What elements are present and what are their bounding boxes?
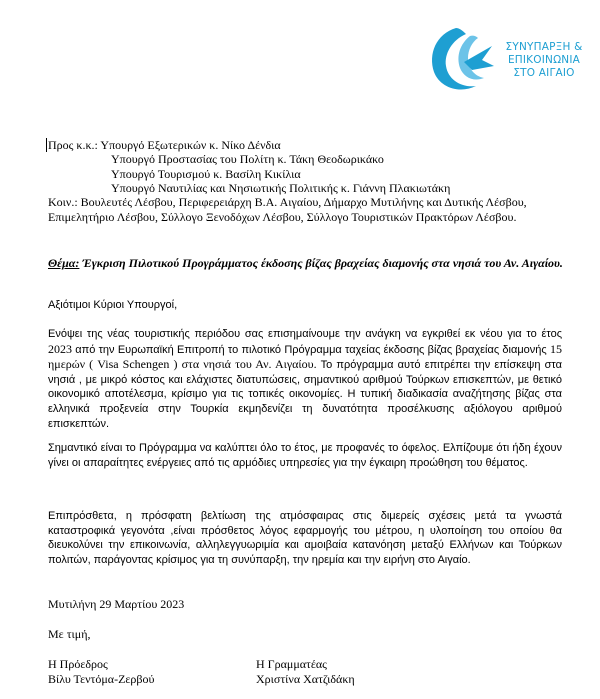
paragraph-1-days: 15: [550, 341, 562, 356]
closing: Με τιμή,: [48, 627, 91, 641]
recipients-block: [48, 138, 588, 225]
paragraph-1-part-4: Το πρόγραμμα αυτό επιτρέπει την επίσκεψη στα νησιά , με μικρό κόστος και ελάχιστες διατυπώσεις, σημαντικού αριθμού Τούρκων επισκεπτών, με θετικό οικονομικό αποτέλεσμα, κρίσιμο για τις τοπικές οικονομίες. Η τυπική διαδικασία αναζήτησης βίζας στα ελληνικά προξενεία στην Τουρκία εκμηδενίζει τη δυνατότητα προσέλκυσης αξιόλογου αριθμού επισκεπτών.: [48, 359, 562, 430]
signature-secretary: [256, 657, 355, 687]
paragraph-1-year: 2023: [48, 341, 72, 356]
secretary-title: Η Γραμματέας: [256, 657, 327, 671]
paragraph-1-part-3: ημερών ( Visa Schengen ) στα νησιά του Αν. Αιγαίου.: [48, 357, 317, 372]
dove-icon: [426, 26, 496, 94]
paragraph-1-part-1: Ενόψει της νέας τουριστικής περιόδου σας επισημαίνουμε την ανάγκη να εγκριθεί εκ νέου για το έτος: [48, 328, 562, 340]
paragraph-3: Επιπρόσθετα, η πρόσφατη βελτίωση της ατμόσφαιρας στις διμερείς σχέσεις μετά τα γνωστά καταστροφικά γεγονότα ,είναι πρόσθετος λόγος εφαρμογής του μέτρου, η υλοποίηση του οποίου θα διευκολύνει την επικοινωνία, αλληλεγγυωριμία και αμοιβαία κατανόηση μεταξύ Ελλήνων και Τούρκων πολιτών, παράγοντας κρίσιμος για τη συνύπαρξη, την ηρεμία και την ειρήνη στο Αιγαίο.: [48, 510, 562, 566]
subject-line: [48, 256, 578, 271]
recipient-4: Υπουργό Ναυτιλίας και Νησιωτικής Πολιτικής κ. Γιάννη Πλακιωτάκη: [111, 180, 451, 195]
president-title: Η Πρόεδρος: [48, 657, 108, 671]
signature-president: [48, 657, 154, 687]
text-cursor: [46, 138, 47, 152]
to-label: Προς κ.κ.:: [48, 138, 98, 152]
cc-recipients: Βουλευτές Λέσβου, Περιφερειάρχη Β.Α. Αιγαίου, Δήμαρχο Μυτιλήνης και Δυτικής Λέσβου, Επιμελητήριο Λέσβου, Σύλλογο Ξενοδόχων Λέσβου, Σύλλογο Τουριστικών Πρακτόρων Λέσβου.: [48, 195, 527, 225]
recipient-3: Υπουργό Τουρισμού κ. Βασίλη Κικίλια: [111, 166, 301, 181]
logo-line-2: ΕΠΙΚΟΙΝΩΝΙΑ: [507, 54, 581, 66]
subject-label: Θέμα:: [48, 256, 80, 270]
paragraph-1-part-2: από την Ευρωπαϊκή Επιτροπή το πιλοτικό Πρόγραμμα ταχείας έκδοσης βίζας βραχείας διαμονής: [72, 343, 550, 356]
paragraph-2: Σημαντικό είναι το Πρόγραμμα να καλύπτει όλο το έτος, με προφανές το όφελος. Ελπίζουμε ότι ήδη έχουν γίνει οι απαραίτητες ενέργειες από τις αρμόδιες υπηρεσίες για την έγκαιρη προώθηση του θέματος.: [48, 442, 562, 469]
letter-date: Μυτιλήνη 29 Μαρτίου 2023: [48, 597, 185, 611]
recipient-2: Υπουργό Προστασίας του Πολίτη κ. Τάκη Θεοδωρικάκο: [111, 152, 384, 167]
cc-label: Κοιν.:: [48, 195, 78, 210]
logo-text: [494, 41, 594, 80]
cc-row: [48, 195, 588, 225]
secretary-name: Χριστίνα Χατζιδάκη: [256, 672, 355, 686]
paragraph-1: [48, 327, 562, 431]
greeting: Αξιότιμοι Κύριοι Υπουργοί,: [48, 299, 178, 311]
logo-line-1: ΣΥΝΥΠΑΡΞΗ &: [505, 41, 583, 53]
logo-line-3: ΣΤΟ ΑΙΓΑΙΟ: [513, 67, 575, 79]
subject-text: Έγκριση Πιλοτικού Προγράμματος έκδοσης βίζας βραχείας διαμονής στα νησιά του Αν. Αιγαίου.: [82, 256, 563, 270]
recipient-1: Υπουργό Εξωτερικών κ. Νίκο Δένδια: [100, 138, 281, 152]
organization-logo: [426, 24, 596, 94]
recipient-row-1: [48, 138, 588, 152]
president-name: Βίλυ Τεντόμα-Ζερβού: [48, 672, 155, 686]
